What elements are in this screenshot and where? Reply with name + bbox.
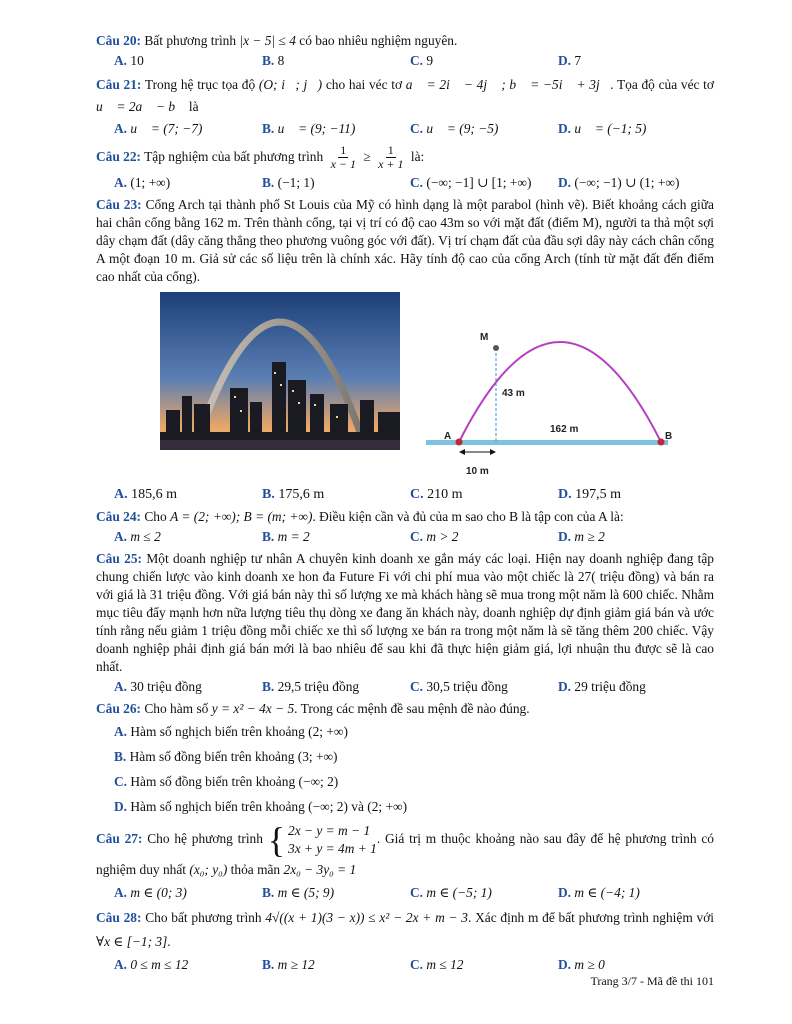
figure-row [96, 292, 714, 488]
option-a[interactable]: A. m ∈ (0; 3) [114, 885, 187, 900]
option-c[interactable]: C. 30,5 triệu đồng [410, 679, 508, 694]
exam-page [96, 32, 714, 978]
option-b[interactable]: B. 29,5 triệu đồng [262, 679, 360, 694]
option-b[interactable]: B. 175,6 m [262, 487, 325, 502]
option-a[interactable]: A. 185,6 m [114, 487, 178, 502]
options-24 [114, 528, 714, 546]
point-a [456, 439, 463, 446]
point-b [658, 439, 665, 446]
option-c[interactable]: C. u⃗ = (9; −5) [410, 121, 499, 136]
options-25 [114, 678, 714, 696]
label-m: M [480, 332, 489, 343]
option-a[interactable]: A. 0 ≤ m ≤ 12 [114, 957, 189, 972]
option-c[interactable]: C. Hàm số đồng biến trên khoảng (−∞; 2) [114, 774, 339, 789]
label-distance: 10 m [466, 466, 489, 477]
label-width: 162 m [550, 424, 579, 435]
question-21: Câu 21: Trong hệ trục tọa độ (O; i⃗; j⃗) cho hai véc tơ a⃗ = 2i⃗ − 4j⃗ ; b⃗ = −5i⃗ + 3j⃗. Tọa độ của véc tơ u⃗ = 2a⃗ − b⃗ là [96, 77, 714, 114]
gateway-arch-photo [160, 292, 400, 450]
label-a: A [444, 431, 452, 442]
question-22: Câu 22: Tập nghiệm của bất phương trình $\frac{1}{x - 1}$ ≥ $\frac{1}{x + 1}$ là: [96, 143, 425, 172]
fraction: $\frac{1}{x - 1}$ [330, 143, 356, 172]
option-a[interactable]: A. m ≤ 2 [114, 529, 161, 544]
option-b[interactable]: B. 8 [262, 53, 285, 68]
question-20: Câu 20: Bất phương trình |x − 5| ≤ 4 có bao nhiêu nghiệm nguyên. [96, 33, 458, 48]
options-22 [114, 174, 714, 192]
option-c[interactable]: C. m ∈ (−5; 1) [410, 885, 492, 900]
option-d[interactable]: D. u⃗ = (−1; 5) [558, 121, 647, 136]
question-26: Câu 26: Cho hàm số y = x² − 4x − 5. Trong các mệnh đề sau mệnh đề nào đúng. [96, 701, 530, 716]
question-23: Câu 23: Cổng Arch tại thành phố St Louis của Mỹ có hình dạng là một parabol (hình vẽ). Biết khoảng cách giữa hai chân cổng bằng 162 m. Trên thành cổng, tại vị trí có độ cao 43m so với mặt đất (điểm M), người ta thả một sợi dây chạm đất (dây căng thẳng theo phương vuông góc với đất). Vị trí chạm đất của đầu sợi dây này cách chân cổng A một đoạn 10 m. Giả sử các số liệu trên là chính xác. Hãy tính độ cao của cổng Arch (tính từ mặt đất đến điểm cao nhất của cổng). [96, 197, 714, 284]
parabola-diagram [422, 292, 672, 488]
equation-system: { 2x − y = m − 1 3x + y = 4m + 1 [267, 820, 377, 860]
point-m [493, 345, 499, 351]
page-footer: Trang 3/7 - Mã đề thi 101 [590, 974, 714, 988]
options-28 [114, 956, 714, 974]
option-d[interactable]: D. m ∈ (−4; 1) [558, 885, 640, 900]
option-d[interactable]: D. 29 triệu đồng [558, 679, 646, 694]
option-d[interactable]: D. 7 [558, 53, 582, 68]
options-23 [114, 486, 714, 504]
option-a[interactable]: A. 10 [114, 53, 144, 68]
option-a[interactable]: A. Hàm số nghịch biến trên khoảng (2; +∞) [114, 724, 348, 739]
option-c[interactable]: C. 9 [410, 53, 434, 68]
label-b: B [665, 431, 672, 442]
question-27: Câu 27: Cho hệ phương trình { 2x − y = m − 1 3x + y = 4m + 1 . Giá trị m thuộc khoảng nào sau đây để hệ phương trình có nghiệm duy nhất (x₀; y₀) thỏa mãn 2x₀ − 3y₀ = 1 [96, 820, 714, 877]
option-b[interactable]: B. (−1; 1) [262, 175, 315, 190]
option-c[interactable]: C. m ≤ 12 [410, 957, 464, 972]
fraction: $\frac{1}{x + 1}$ [378, 143, 404, 172]
option-d[interactable]: D. m ≥ 2 [558, 529, 605, 544]
option-a[interactable]: A. u⃗ = (7; −7) [114, 121, 203, 136]
question-label: Câu 20: [96, 33, 142, 48]
options-21 [114, 120, 714, 138]
options-27 [114, 884, 714, 902]
label-height: 43 m [502, 388, 525, 399]
option-c[interactable]: C. m > 2 [410, 529, 459, 544]
option-b[interactable]: B. m = 2 [262, 529, 310, 544]
option-b[interactable]: B. u⃗ = (9; −11) [262, 121, 356, 136]
option-b[interactable]: B. Hàm số đồng biến trên khoảng (3; +∞) [114, 749, 338, 764]
option-d[interactable]: D. Hàm số nghịch biến trên khoảng (−∞; 2) và (2; +∞) [114, 799, 408, 814]
option-a[interactable]: A. (1; +∞) [114, 175, 171, 190]
question-25: Câu 25: Một doanh nghiệp tư nhân A chuyên kinh doanh xe gắn máy các loại. Hiện nay doanh nghiệp đang tập chung chiến lược vào kinh doanh xe hon đa Future Fi với chi phí mua vào một chiếc là 27( triệu đồng) và bán ra với giá là 31 triệu đồng. Với giá bán này thì số lượng xe mà khách hàng sẽ mua trong một năm là 600 chiếc. Nhằm mục tiêu đẩy mạnh hơn nữa lượng tiêu thụ dòng xe đang ăn khách này, doanh nghiệp dự định giảm giá bán và ước tính rằng nếu giảm 1 triệu đồng mỗi chiếc xe thì số lượng xe bán ra trong một năm là sẽ tăng thêm 200 chiếc. Vậy doanh nghiệp phải định giá bán mới là bao nhiêu để sau khi đã thực hiện giảm giá, lợi nhuận thu được sẽ là cao nhất. [96, 551, 715, 674]
option-d[interactable]: D. m ≥ 0 [558, 957, 605, 972]
option-a[interactable]: A. 30 triệu đồng [114, 679, 202, 694]
options-20 [114, 52, 714, 70]
option-d[interactable]: D. (−∞; −1) ∪ (1; +∞) [558, 175, 680, 190]
option-d[interactable]: D. 197,5 m [558, 487, 622, 502]
option-c[interactable]: C. 210 m [410, 487, 463, 502]
question-24: Câu 24: Cho A = (2; +∞); B = (m; +∞). Điều kiện cần và đủ của m sao cho B là tập con của A là: [96, 509, 624, 524]
option-b[interactable]: B. m ≥ 12 [262, 957, 315, 972]
question-28: Câu 28: Cho bất phương trình 4√((x + 1)(3 − x)) ≤ x² − 2x + m − 3. Xác định m để bất phương trình nghiệm với ∀x ∈ [−1; 3]. [96, 910, 714, 949]
option-c[interactable]: C. (−∞; −1] ∪ [1; +∞) [410, 175, 532, 190]
option-b[interactable]: B. m ∈ (5; 9) [262, 885, 335, 900]
